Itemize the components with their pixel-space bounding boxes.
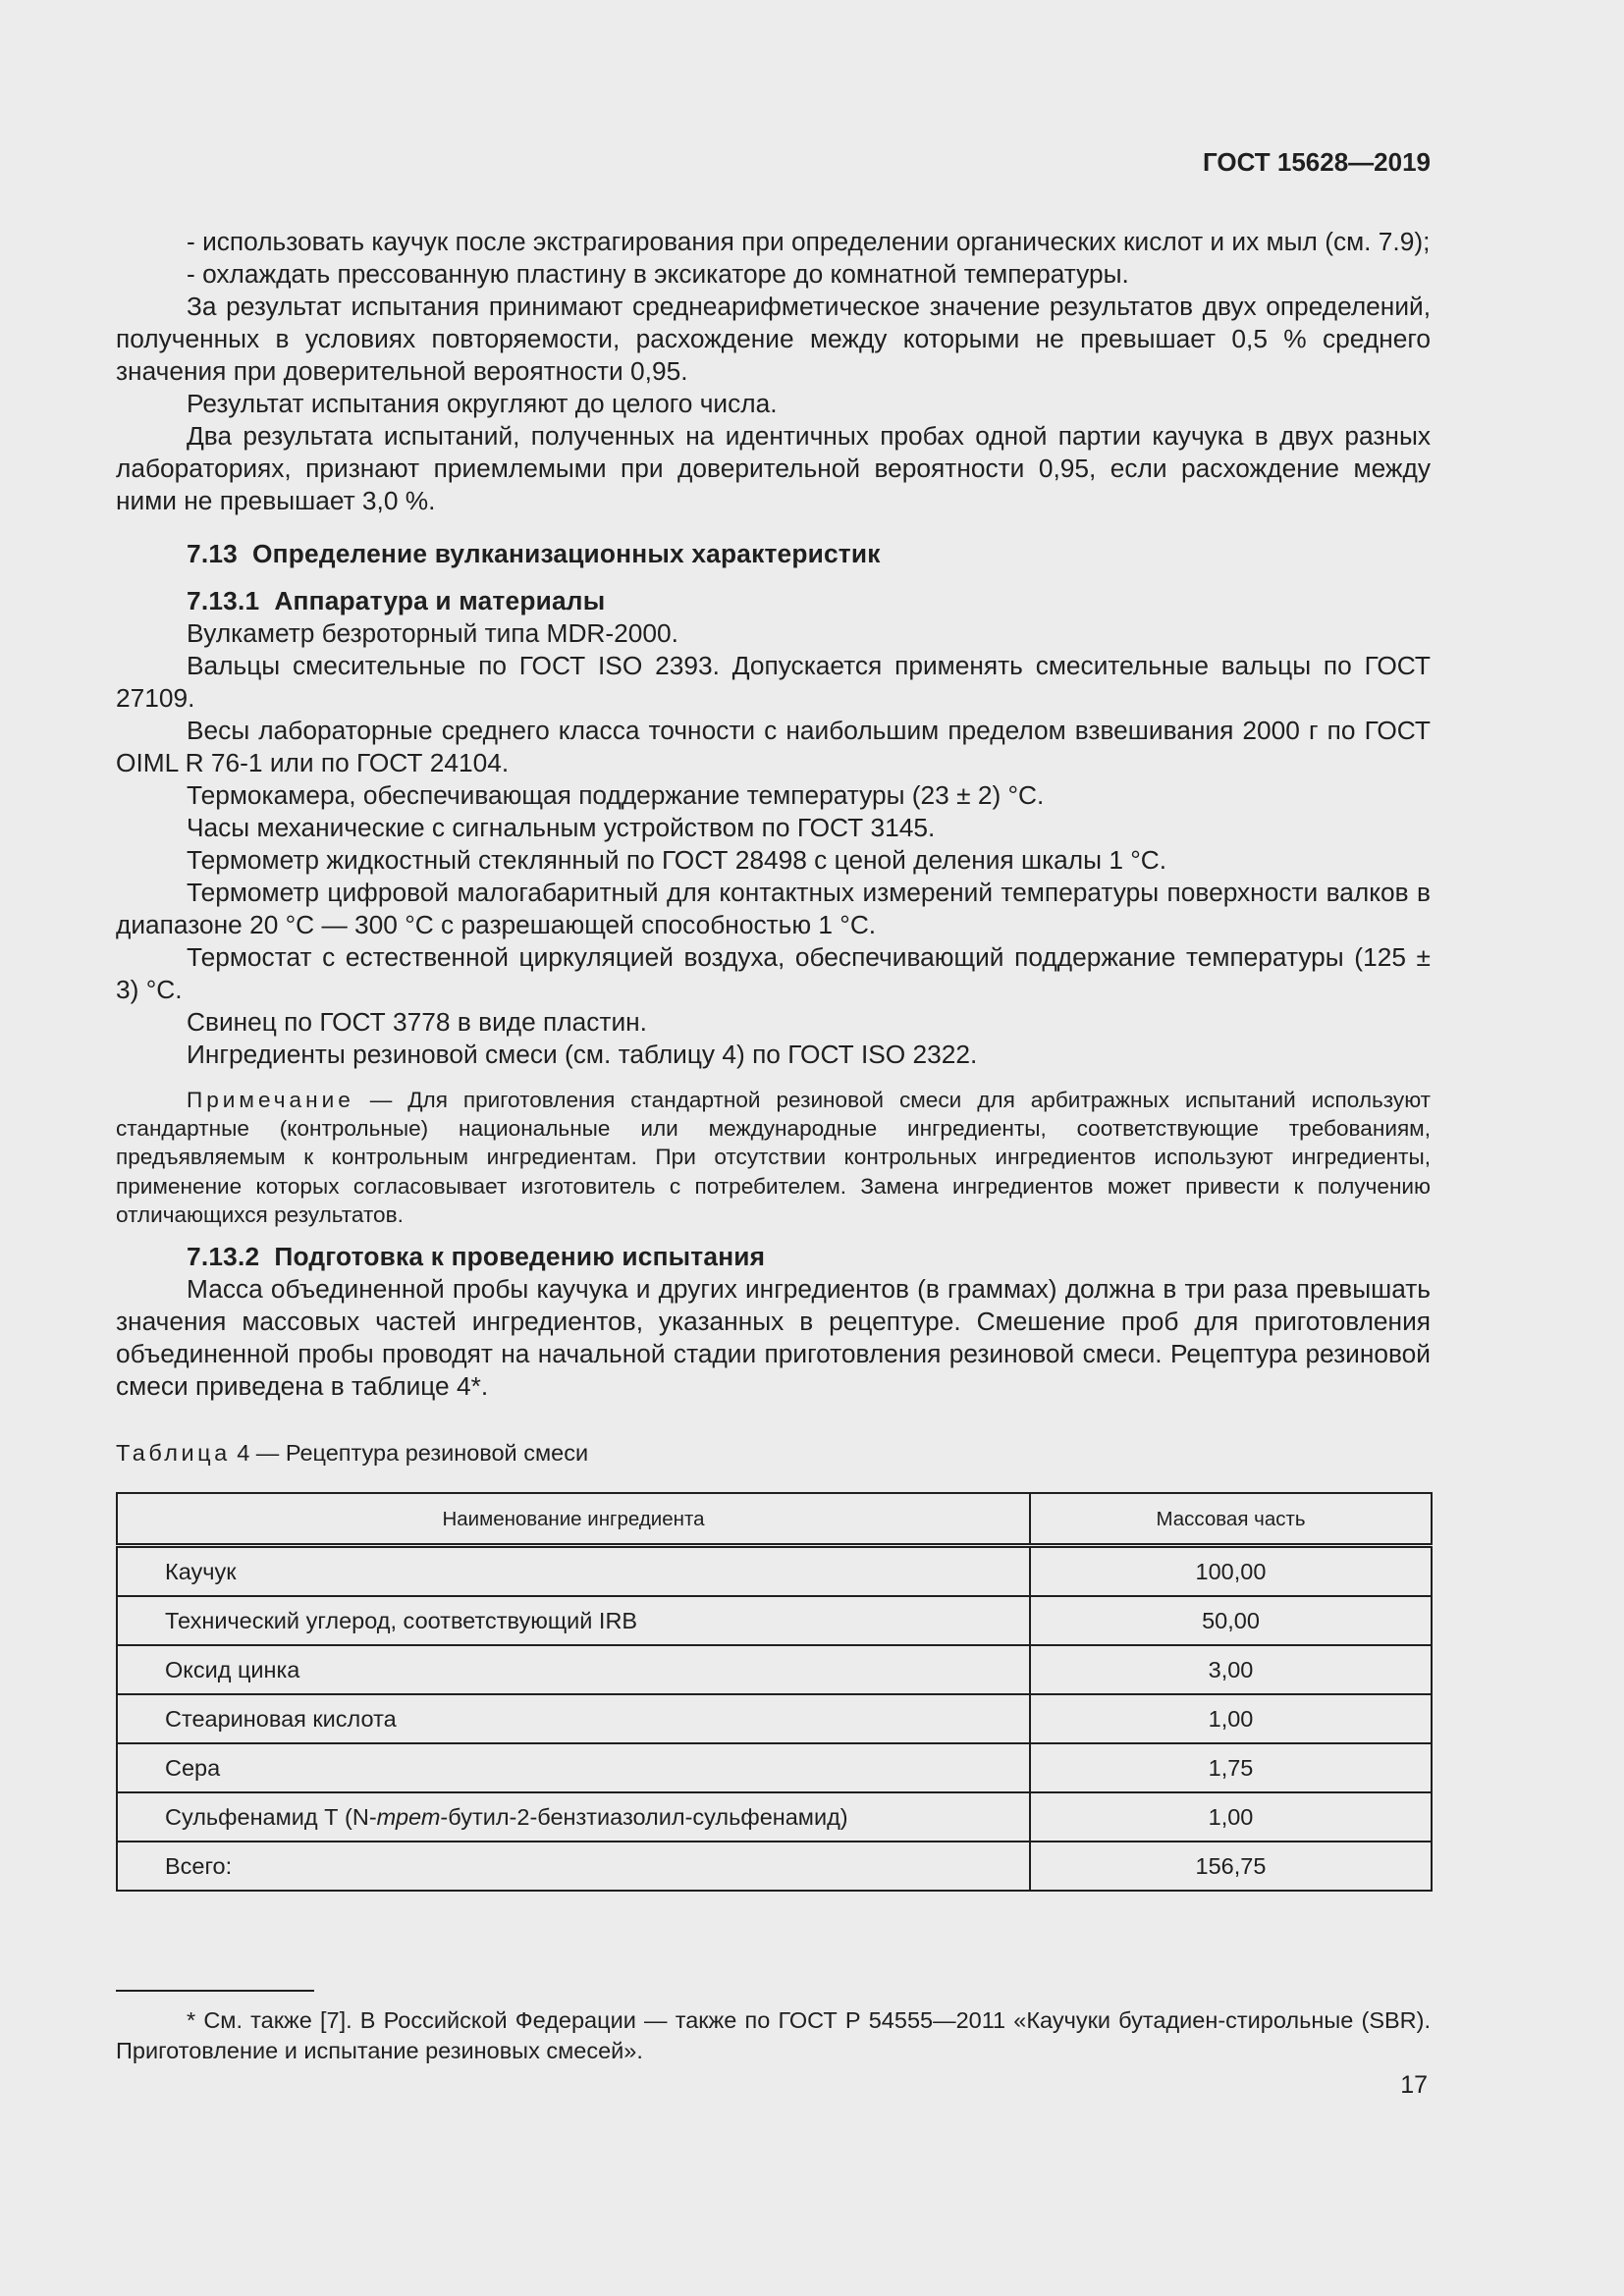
- equipment-item: Часы механические с сигнальным устройством по ГОСТ 3145.: [187, 813, 936, 842]
- mass-part-cell: 100,00: [1195, 1558, 1267, 1584]
- mass-part-cell: 1,00: [1030, 1694, 1432, 1743]
- paragraph: - использовать каучук после экстрагирования при определении органических кислот и их мыл (см. 7.9);: [187, 227, 1431, 256]
- ingredient-name: Сера: [165, 1754, 221, 1781]
- table-row: [117, 1792, 1432, 1842]
- equipment-item: Весы лабораторные среднего класса точности с наибольшим пределом взвешивания 2000 г по ГОСТ OIML R 76-1 или по ГОСТ 24104.: [116, 716, 1431, 777]
- mass-part-cell: 1,00: [1030, 1792, 1432, 1842]
- section-title: Определение вулканизационных характеристик: [252, 539, 881, 568]
- mass-part-cell: 3,00: [1030, 1645, 1432, 1694]
- document-standard-header: ГОСТ 15628—2019: [1203, 147, 1431, 177]
- page-body: [116, 226, 1431, 1892]
- ingredient-cell: [117, 1694, 1030, 1743]
- column-header-ingredient: Наименование ингредиента: [117, 1493, 1030, 1546]
- ingredient-name: Всего:: [165, 1852, 233, 1879]
- paragraph: Масса объединенной пробы каучука и других ингредиентов (в граммах) должна в три раза превышать значения массовых частей ингредиентов, указанных в рецептуре. Смешение проб для приготовления объединенной пробы проводят на начальной стадии приготовления резиновой смеси. Рецептура резиновой смеси приведена в таблице 4*.: [116, 1274, 1431, 1402]
- section-heading-7-13: [116, 538, 1431, 570]
- mass-part-cell: 50,00: [1030, 1596, 1432, 1645]
- equipment-item: Термокамера, обеспечивающая поддержание температуры (23 ± 2) °С.: [187, 780, 1045, 810]
- page-number: 17: [1400, 2071, 1428, 2099]
- ingredient-name: Технический углерод, соответствующий IRB: [165, 1607, 638, 1633]
- equipment-item: Термометр жидкостный стеклянный по ГОСТ 28498 с ценой деления шкалы 1 °С.: [187, 845, 1167, 875]
- table-caption-text: 4 — Рецептура резиновой смеси: [237, 1440, 589, 1467]
- note-paragraph: [116, 1086, 1431, 1229]
- table-caption-lead: Таблица: [116, 1440, 231, 1467]
- ingredient-cell: [117, 1842, 1030, 1891]
- recipe-table: [116, 1492, 1433, 1892]
- mass-part-cell: 1,75: [1030, 1743, 1432, 1792]
- column-header-mass-part: Массовая часть: [1030, 1493, 1432, 1546]
- equipment-item: Ингредиенты резиновой смеси (см. таблицу 4) по ГОСТ ISO 2322.: [187, 1040, 978, 1069]
- paragraph: - охлаждать прессованную пластину в эксикаторе до комнатной температуры.: [187, 259, 1129, 289]
- table-caption: [116, 1437, 1431, 1469]
- table-row: [117, 1546, 1432, 1597]
- footnote-divider: [116, 1990, 314, 1992]
- ingredient-cell: [117, 1596, 1030, 1645]
- ingredient-cell: [117, 1792, 1030, 1842]
- table-row: [117, 1842, 1432, 1891]
- table-header-row: [117, 1493, 1432, 1546]
- equipment-item: Термометр цифровой малогабаритный для контактных измерений температуры поверхности валков в диапазоне 20 °С — 300 °С с разрешающей способностью 1 °С.: [116, 878, 1431, 939]
- footnote: * См. также [7]. В Российской Федерации — также по ГОСТ Р 54555—2011 «Каучуки бутадиен-стирольные (SBR). Приготовление и испытание резиновых смесей».: [116, 2007, 1431, 2063]
- ingredient-cell: [117, 1546, 1030, 1597]
- equipment-item: Вулкаметр безроторный типа MDR-2000.: [187, 618, 678, 648]
- paragraph: Два результата испытаний, полученных на идентичных пробах одной партии каучука в двух разных лабораториях, признают приемлемыми при доверительной вероятности 0,95, если расхождение между ними не превышает 3,0 %.: [116, 421, 1431, 515]
- ingredient-name: Каучук: [165, 1558, 237, 1584]
- table-row: [117, 1645, 1432, 1694]
- table-row: [117, 1694, 1432, 1743]
- equipment-item: Термостат с естественной циркуляцией воздуха, обеспечивающий поддержание температуры (125 ± 3) °С.: [116, 942, 1431, 1004]
- ingredient-name-rest: -бутил-2-бензтиазолил-сульфенамид): [440, 1803, 848, 1830]
- paragraph: Результат испытания округляют до целого числа.: [187, 389, 778, 418]
- ingredient-cell: [117, 1645, 1030, 1694]
- section-number: 7.13.1: [187, 586, 260, 615]
- section-title: Аппаратура и материалы: [274, 586, 606, 615]
- ingredient-name-italic: трет: [376, 1803, 441, 1830]
- note-text: — Для приготовления стандартной резиновой смеси для арбитражных испытаний используют стандартные (контрольные) национальные или международные ингредиенты, соответствующие требованиям, предъявляемым к контрольным ингредиентам. При отсутствии контрольных ингредиентов используют ингредиенты, применение которых согласовывает изготовитель с потребителем. Замена ингредиентов может привести к получению отличающихся результатов.: [116, 1088, 1432, 1227]
- ingredient-name: Сульфенамид Т (N-: [165, 1803, 377, 1830]
- table-row: [117, 1596, 1432, 1645]
- section-heading-7-13-2: [116, 1241, 1431, 1273]
- section-heading-7-13-1: [116, 585, 1431, 617]
- ingredient-name: Стеариновая кислота: [165, 1705, 397, 1732]
- ingredient-name: Оксид цинка: [165, 1656, 300, 1682]
- equipment-item: Вальцы смесительные по ГОСТ ISO 2393. Допускается применять смесительные вальцы по ГОСТ 27109.: [116, 651, 1431, 713]
- mass-part-cell: 156,75: [1030, 1842, 1432, 1891]
- table-body: [117, 1546, 1432, 1892]
- section-number: 7.13.2: [187, 1242, 260, 1272]
- paragraph: За результат испытания принимают среднеарифметическое значение результатов двух определений, полученных в условиях повторяемости, расхождение между которыми не превышает 0,5 % среднего значения при доверительной вероятности 0,95.: [116, 292, 1431, 386]
- section-number: 7.13: [187, 539, 238, 568]
- section-title: Подготовка к проведению испытания: [274, 1242, 766, 1272]
- equipment-item: Свинец по ГОСТ 3778 в виде пластин.: [187, 1007, 647, 1037]
- note-lead: Примечание: [187, 1088, 354, 1112]
- ingredient-cell: [117, 1743, 1030, 1792]
- table-row: [117, 1743, 1432, 1792]
